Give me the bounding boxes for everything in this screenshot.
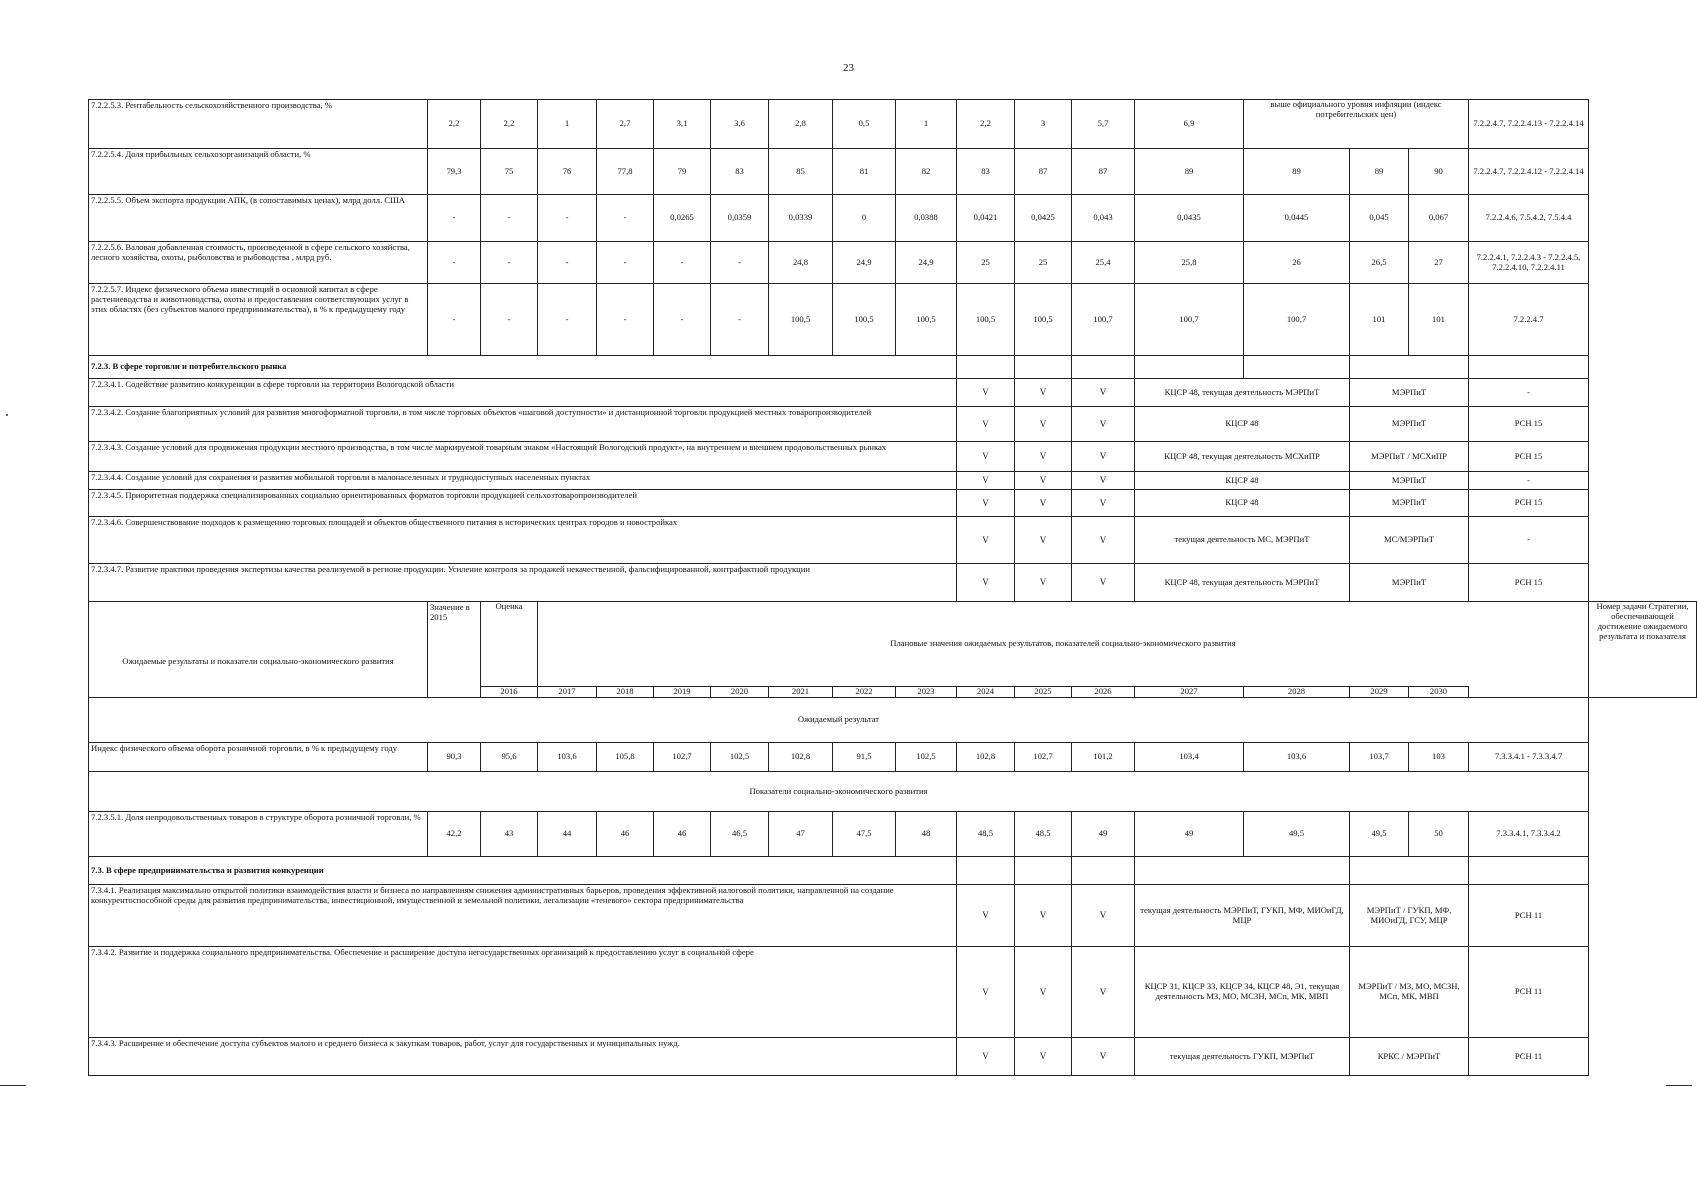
- measure-label: 7.3.4.3. Расширение и обеспечение доступа субъектов малого и среднего бизнеса к закупкам товаров, работ, услуг для государственных и муниципальных нужд.: [89, 1038, 957, 1076]
- expected-result-title: Ожидаемый результат: [89, 698, 1589, 743]
- mark-cell: V: [1015, 379, 1072, 407]
- value-cell: 76: [538, 149, 597, 195]
- value-cell: 44: [538, 812, 597, 857]
- year-header: 2020: [711, 687, 769, 698]
- source-cell: КЦСР 48, текущая деятельность МЭРПиТ: [1135, 379, 1350, 407]
- value-cell: 43: [481, 812, 538, 857]
- executor-cell: МС/МЭРПиТ: [1350, 517, 1469, 564]
- measure-label: 7.2.3.4.1. Содействие развитию конкуренции в сфере торговли на территории Вологодской области: [89, 379, 957, 407]
- mark-cell: V: [957, 517, 1015, 564]
- results-header-text: Ожидаемые результаты и показатели социально-экономического развития: [122, 655, 394, 666]
- task-cell: -: [1469, 472, 1589, 490]
- value-cell: 24,9: [833, 242, 896, 284]
- value-cell: 100,5: [833, 284, 896, 356]
- value-cell: -: [428, 284, 481, 356]
- value-cell: -: [428, 242, 481, 284]
- executor-cell: МЭРПиТ: [1350, 472, 1469, 490]
- measure-row: [89, 947, 1697, 1038]
- value-cell: -: [711, 242, 769, 284]
- value-cell: 0,0388: [896, 195, 957, 242]
- value-cell: 103,4: [1135, 743, 1244, 772]
- measure-label: 7.2.3.4.2. Создание благоприятных условий для развития многоформатной торговли, в том числе торговых объектов «шаговой доступности» и дистанционной торговли продукцией местных товаропроизводителей: [89, 407, 957, 442]
- value-cell: 100,7: [1135, 284, 1244, 356]
- value-cell: 89: [1135, 149, 1244, 195]
- mark-cell: V: [957, 947, 1015, 1038]
- value-cell: 27: [1409, 242, 1469, 284]
- value-cell: 100,5: [957, 284, 1015, 356]
- mark-cell: V: [957, 472, 1015, 490]
- task-cell: -: [1469, 379, 1589, 407]
- mark-cell: V: [1072, 517, 1135, 564]
- row-label: Индекс физического объема оборота розничной торговли, в % к предыдущему году: [89, 743, 428, 772]
- value-cell: 103,6: [1244, 743, 1350, 772]
- section-row: [89, 356, 1697, 379]
- estimate-header: Оценка: [481, 602, 538, 687]
- value-cell: 24,9: [896, 242, 957, 284]
- mark-cell: V: [1015, 472, 1072, 490]
- row-label: 7.2.2.5.5. Объем экспорта продукции АПК, (в сопоставимых ценах), млрд долл. США: [89, 195, 428, 242]
- value-cell: 83: [711, 149, 769, 195]
- value-cell: 2,2: [428, 100, 481, 149]
- value-cell: 102,7: [1015, 743, 1072, 772]
- year-header: 2022: [833, 687, 896, 698]
- value-cell: 102,7: [654, 743, 711, 772]
- table-row: [89, 100, 1697, 149]
- header-row: [89, 602, 1697, 687]
- task-header: Номер задачи Стратегии, обеспечивающей достижение ожидаемого результата и показателя: [1589, 602, 1697, 698]
- mark-cell: V: [957, 885, 1015, 947]
- measure-row: [89, 1038, 1697, 1076]
- value-cell: 105,8: [597, 743, 654, 772]
- mark-cell: V: [1015, 517, 1072, 564]
- value-cell: 90,3: [428, 743, 481, 772]
- measure-row: [89, 472, 1697, 490]
- source-cell: текущая деятельность МЭРПиТ, ГУКП, МФ, МИОиГД, МЦР: [1135, 885, 1350, 947]
- row-label: 7.2.3.5.1. Доля непродовольственных товаров в структуре оборота розничной торговли, %: [89, 812, 428, 857]
- table-row: [89, 812, 1697, 857]
- value-cell: 102,8: [769, 743, 833, 772]
- value-cell: 100,5: [769, 284, 833, 356]
- value-cell: -: [597, 284, 654, 356]
- source-cell: текущая деятельность ГУКП, МЭРПиТ: [1135, 1038, 1350, 1076]
- value-cell: 25: [1015, 242, 1072, 284]
- value-cell: 103,6: [538, 743, 597, 772]
- task-cell: РСН 11: [1469, 1038, 1589, 1076]
- year-header: 2016: [481, 687, 538, 698]
- task-cell: РСН 15: [1469, 564, 1589, 602]
- source-cell: КЦСР 48: [1135, 490, 1350, 517]
- mark-cell: V: [957, 1038, 1015, 1076]
- row-label: 7.2.2.5.3. Рентабельность сельскохозяйственного производства, %: [89, 100, 428, 149]
- table-row: [89, 284, 1697, 356]
- value-cell: 49: [1072, 812, 1135, 857]
- value-cell: 24,8: [769, 242, 833, 284]
- value-cell: 49,5: [1350, 812, 1409, 857]
- measure-label: 7.2.3.4.4. Создание условий для сохранения и развития мобильной торговли в малонаселенных и труднодоступных населенных пунктах: [89, 472, 957, 490]
- value-cell: 2,2: [481, 100, 538, 149]
- mark-cell: V: [1072, 947, 1135, 1038]
- measure-row: [89, 379, 1697, 407]
- task-cell: 7.2.2.4.1, 7.2.2.4.3 - 7.2.2.4.5, 7.2.2.4.10, 7.2.2.4.11: [1469, 242, 1589, 284]
- value-cell: 5,7: [1072, 100, 1135, 149]
- mark-cell: V: [957, 490, 1015, 517]
- mark-cell: V: [1015, 442, 1072, 472]
- row-label: 7.2.2.5.6. Валовая добавленная стоимость, произведенной в сфере сельского хозяйства, лесного хозяйства, охоты, рыболовства и рыбоводства , млрд руб.: [89, 242, 428, 284]
- scan-mark: [6, 414, 8, 416]
- value-cell: -: [538, 242, 597, 284]
- value-cell: 101: [1350, 284, 1409, 356]
- value-cell: 6,9: [1135, 100, 1244, 149]
- scan-mark: [1666, 1085, 1692, 1086]
- mark-cell: V: [1072, 490, 1135, 517]
- source-cell: текущая деятельность МС, МЭРПиТ: [1135, 517, 1350, 564]
- task-cell: 7.2.2.4.7, 7.2.2.4.12 - 7.2.2.4.14: [1469, 149, 1589, 195]
- value-cell: -: [538, 284, 597, 356]
- source-cell: КЦСР 48, текущая деятельность МСХиПР: [1135, 442, 1350, 472]
- value-cell: 48,5: [957, 812, 1015, 857]
- task-cell: РСН 11: [1469, 885, 1589, 947]
- value-cell: -: [654, 284, 711, 356]
- value-cell: 1: [896, 100, 957, 149]
- value-cell: 89: [1244, 149, 1350, 195]
- task-cell: 7.3.3.4.1, 7.3.3.4.2: [1469, 812, 1589, 857]
- executor-cell: МЭРПиТ / МСХиПР: [1350, 442, 1469, 472]
- value-cell: 2,2: [957, 100, 1015, 149]
- value-cell: 0,045: [1350, 195, 1409, 242]
- value-cell: 42,2: [428, 812, 481, 857]
- value-cell: 82: [896, 149, 957, 195]
- value-cell: 2,7: [597, 100, 654, 149]
- row-label: 7.2.2.5.7. Индекс физического объема инвестиций в основной капитал в сфере растениеводства и животноводства, охоты и предоставления соответствующих услуг в этих областях (без субъектов малого предпринимательства), в % к предыдущему году: [89, 284, 428, 356]
- value-cell: -: [481, 284, 538, 356]
- executor-cell: МЭРПиТ: [1350, 564, 1469, 602]
- value-cell: 25,4: [1072, 242, 1135, 284]
- value-cell: -: [711, 284, 769, 356]
- value-cell: 103,7: [1350, 743, 1409, 772]
- mark-cell: V: [957, 442, 1015, 472]
- year-blank: [428, 687, 481, 698]
- value-cell: 89: [1350, 149, 1409, 195]
- task-cell: РСН 15: [1469, 490, 1589, 517]
- value-cell: -: [481, 242, 538, 284]
- value-cell: 87: [1015, 149, 1072, 195]
- year-header: 2030: [1409, 687, 1469, 698]
- mark-cell: V: [1015, 1038, 1072, 1076]
- mark-cell: V: [1072, 407, 1135, 442]
- source-cell: КЦСР 31, КЦСР 33, КЦСР 34, КЦСР 48, Э1, текущая деятельность МЗ, МО, МСЗН, МСп, МК, МВП: [1135, 947, 1350, 1038]
- year-header: 2029: [1350, 687, 1409, 698]
- planned-header: Плановые значения ожидаемых результатов, показателей социально-экономического развития: [538, 602, 1589, 687]
- section-title: 7.2.3. В сфере торговли и потребительского рынка: [89, 356, 957, 379]
- task-cell: РСН 15: [1469, 407, 1589, 442]
- strategy-table: [88, 99, 1697, 1076]
- value-cell: 0: [833, 195, 896, 242]
- value-cell: 100,7: [1244, 284, 1350, 356]
- value-cell: 77,8: [597, 149, 654, 195]
- value-cell: 1: [538, 100, 597, 149]
- executor-cell: МЭРПиТ: [1350, 379, 1469, 407]
- mark-cell: V: [957, 407, 1015, 442]
- value-cell: 26: [1244, 242, 1350, 284]
- value-cell: 0,0359: [711, 195, 769, 242]
- value-cell: 0,0265: [654, 195, 711, 242]
- mark-cell: V: [1072, 885, 1135, 947]
- value-cell: 102,5: [896, 743, 957, 772]
- mark-cell: V: [957, 379, 1015, 407]
- page-number: 23: [843, 62, 854, 74]
- value-cell: 49,5: [1244, 812, 1350, 857]
- value-cell: 26,5: [1350, 242, 1409, 284]
- year-header: 2019: [654, 687, 711, 698]
- year-header: 2023: [896, 687, 957, 698]
- value-cell: 79: [654, 149, 711, 195]
- value-cell: 101: [1409, 284, 1469, 356]
- value-cell: 100,5: [896, 284, 957, 356]
- value-cell: 0,0435: [1135, 195, 1244, 242]
- value-cell: 3,6: [711, 100, 769, 149]
- executor-cell: МЭРПиТ / ГУКП, МФ, МИОиГД, ГСУ, МЦР: [1350, 885, 1469, 947]
- mark-cell: V: [1072, 1038, 1135, 1076]
- value-cell: 25,8: [1135, 242, 1244, 284]
- year-header: 2024: [957, 687, 1015, 698]
- year-header: 2027: [1135, 687, 1244, 698]
- value-cell: 81: [833, 149, 896, 195]
- year-header: 2025: [1015, 687, 1072, 698]
- value-cell: 75: [481, 149, 538, 195]
- indicators-title: Показатели социально-экономического развития: [89, 772, 1589, 812]
- subheader-row: [89, 772, 1697, 812]
- value-cell: 83: [957, 149, 1015, 195]
- value-cell: 46: [597, 812, 654, 857]
- mark-cell: V: [1015, 947, 1072, 1038]
- task-cell: 7.2.2.4.7: [1469, 284, 1589, 356]
- value-cell: 3: [1015, 100, 1072, 149]
- mark-cell: V: [1072, 379, 1135, 407]
- measure-label: 7.2.3.4.7. Развитие практики проведения экспертизы качества реализуемой в регионе продукции. Усиление контроля за продажей некачественной, фальсифицированной, контрафактной продукции: [89, 564, 957, 602]
- task-cell: РСН 15: [1469, 442, 1589, 472]
- section-row: [89, 857, 1697, 885]
- value-cell: 91,5: [833, 743, 896, 772]
- value-cell: 47: [769, 812, 833, 857]
- value-cell: -: [428, 195, 481, 242]
- value-cell: 0,0445: [1244, 195, 1350, 242]
- value-cell: 0,0425: [1015, 195, 1072, 242]
- value-cell: 95,6: [481, 743, 538, 772]
- measure-row: [89, 442, 1697, 472]
- measure-row: [89, 407, 1697, 442]
- task-cell: -: [1469, 517, 1589, 564]
- mark-cell: V: [1072, 564, 1135, 602]
- executor-cell: МЭРПиТ: [1350, 407, 1469, 442]
- inflation-note: выше официального уровня инфляции (индекс потребительских цен): [1244, 100, 1469, 149]
- value-cell: 103: [1409, 743, 1469, 772]
- mark-cell: V: [1072, 442, 1135, 472]
- results-header: [89, 602, 428, 698]
- subheader-row: [89, 698, 1697, 743]
- value-cell: -: [538, 195, 597, 242]
- value-cell: 46: [654, 812, 711, 857]
- scan-mark: [0, 1085, 26, 1086]
- value-cell: 48: [896, 812, 957, 857]
- measure-row: [89, 564, 1697, 602]
- value-cell: 101,2: [1072, 743, 1135, 772]
- measure-row: [89, 517, 1697, 564]
- measure-row: [89, 885, 1697, 947]
- value-cell: 46,5: [711, 812, 769, 857]
- value-cell: 0,043: [1072, 195, 1135, 242]
- value-cell: 100,7: [1072, 284, 1135, 356]
- mark-cell: V: [1015, 490, 1072, 517]
- value-cell: -: [597, 242, 654, 284]
- value-cell: 0,0421: [957, 195, 1015, 242]
- value-cell: 3,1: [654, 100, 711, 149]
- value-cell: 49: [1135, 812, 1244, 857]
- executor-cell: МЭРПиТ / МЗ, МО, МСЗН, МСп, МК, МВП: [1350, 947, 1469, 1038]
- value-cell: 48,5: [1015, 812, 1072, 857]
- value-cell: 87: [1072, 149, 1135, 195]
- value-cell: 100,5: [1015, 284, 1072, 356]
- year-header: 2018: [597, 687, 654, 698]
- measure-label: 7.3.4.1. Реализация максимально открытой политики взаимодействия власти и бизнеса по направлениям снижения административных барьеров, проведения эффективной налоговой политики, направленной на создание конкурентоспособной среды для развития предпринимательства, инвестиционной, имущественной и земельной политики, легализации «теневого» сектора предпринимательства: [89, 885, 957, 947]
- task-cell: 7.2.2.4.6, 7.5.4.2, 7.5.4.4: [1469, 195, 1589, 242]
- task-cell: 7.3.3.4.1 - 7.3.3.4.7: [1469, 743, 1589, 772]
- measure-label: 7.2.3.4.6. Совершенствование подходов к размещению торговых площадей и объектов общественного питания в исторических центрах городов и новостройках: [89, 517, 957, 564]
- table-row: [89, 195, 1697, 242]
- value-cell: 50: [1409, 812, 1469, 857]
- measure-row: [89, 490, 1697, 517]
- source-cell: КЦСР 48: [1135, 472, 1350, 490]
- table-row: [89, 149, 1697, 195]
- source-cell: КЦСР 48: [1135, 407, 1350, 442]
- year-header: 2028: [1244, 687, 1350, 698]
- executor-cell: КРКС / МЭРПиТ: [1350, 1038, 1469, 1076]
- value-cell: -: [481, 195, 538, 242]
- section-title: 7.3. В сфере предпринимательства и развития конкуренции: [89, 857, 957, 885]
- table-row: [89, 743, 1697, 772]
- source-cell: КЦСР 48, текущая деятельность МЭРПиТ: [1135, 564, 1350, 602]
- value-cell: 0,067: [1409, 195, 1469, 242]
- year-header: 2021: [769, 687, 833, 698]
- task-cell: 7.2.2.4.7, 7.2.2.4.13 - 7.2.2.4.14: [1469, 100, 1589, 149]
- value-cell: 47,5: [833, 812, 896, 857]
- value-cell: 102,8: [957, 743, 1015, 772]
- measure-label: 7.3.4.2. Развитие и поддержка социального предпринимательства. Обеспечение и расширение доступа негосударственных организаций к предоставлению услуг в социальной сфере: [89, 947, 957, 1038]
- mark-cell: V: [957, 564, 1015, 602]
- task-cell: РСН 11: [1469, 947, 1589, 1038]
- value-cell: 0,0339: [769, 195, 833, 242]
- mark-cell: V: [1015, 564, 1072, 602]
- executor-cell: МЭРПиТ: [1350, 490, 1469, 517]
- row-label: 7.2.2.5.4. Доля прибыльных сельхозорганизаций области, %: [89, 149, 428, 195]
- value-cell: 102,5: [711, 743, 769, 772]
- value-2015-header: Значение в 2015: [428, 602, 481, 687]
- measure-label: 7.2.3.4.3. Создание условий для продвижения продукции местного производства, в том числе маркируемой товарным знаком «Настоящий Вологодский продукт», на внутреннем и внешнем продовольственных рынках: [89, 442, 957, 472]
- mark-cell: V: [1015, 407, 1072, 442]
- mark-cell: V: [1015, 885, 1072, 947]
- value-cell: 85: [769, 149, 833, 195]
- mark-cell: V: [1072, 472, 1135, 490]
- value-cell: 0,5: [833, 100, 896, 149]
- value-cell: -: [654, 242, 711, 284]
- value-cell: -: [597, 195, 654, 242]
- value-cell: 79,3: [428, 149, 481, 195]
- year-header: 2026: [1072, 687, 1135, 698]
- value-cell: 25: [957, 242, 1015, 284]
- year-header: 2017: [538, 687, 597, 698]
- value-cell: 2,8: [769, 100, 833, 149]
- measure-label: 7.2.3.4.5. Приоритетная поддержка специализированных социально ориентированных форматов торговли продукцией сельхозтоваропроизводителей: [89, 490, 957, 517]
- value-cell: 90: [1409, 149, 1469, 195]
- table-row: [89, 242, 1697, 284]
